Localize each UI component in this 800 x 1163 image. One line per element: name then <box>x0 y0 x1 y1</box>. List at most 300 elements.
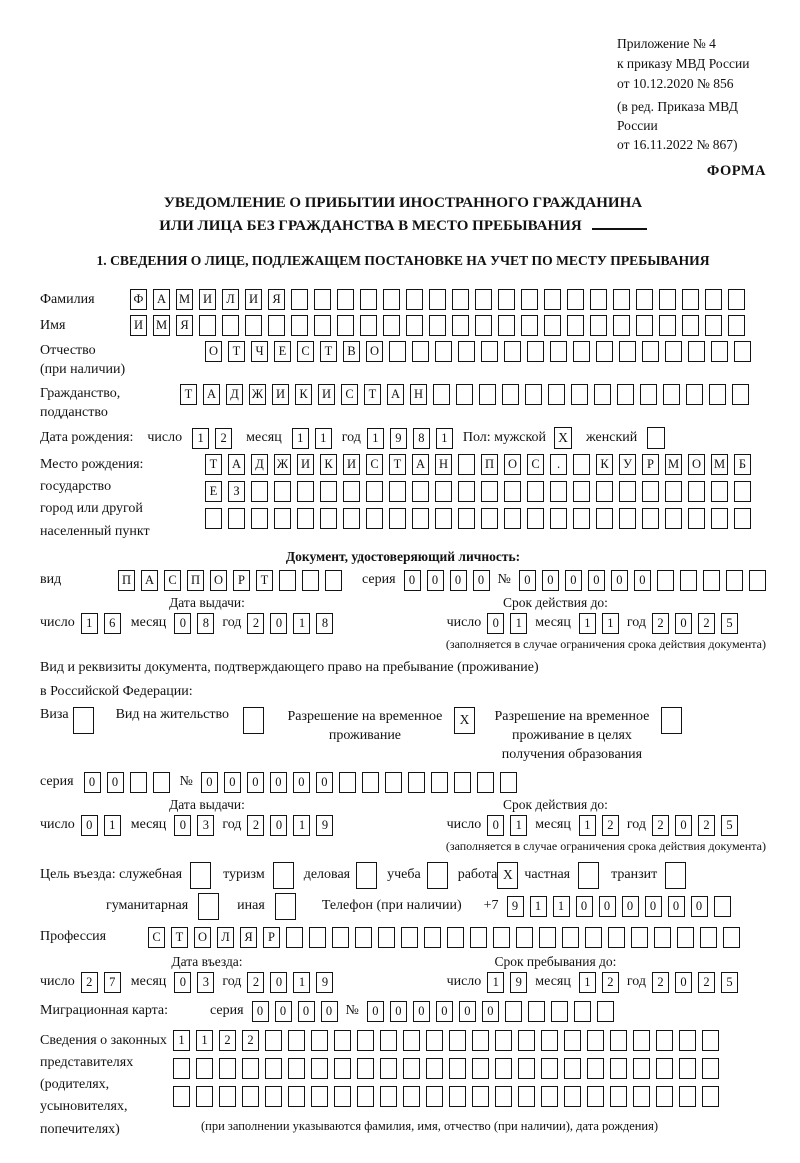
char-cell[interactable]: 0 <box>174 972 191 993</box>
char-cell[interactable]: 0 <box>270 972 287 993</box>
char-cell[interactable] <box>383 289 400 310</box>
char-cell[interactable] <box>527 341 544 362</box>
purpose-ucheba-checkbox[interactable] <box>427 862 448 889</box>
char-cell[interactable] <box>242 1058 259 1079</box>
char-cell[interactable]: 0 <box>675 815 692 836</box>
char-cell[interactable]: 0 <box>436 1001 453 1022</box>
char-cell[interactable]: С <box>366 454 383 475</box>
char-cell[interactable]: Д <box>226 384 243 405</box>
char-cell[interactable] <box>412 508 429 529</box>
char-cell[interactable] <box>302 570 319 591</box>
char-cell[interactable]: Б <box>734 454 751 475</box>
char-cell[interactable]: 0 <box>174 815 191 836</box>
char-cell[interactable] <box>677 927 694 948</box>
char-cell[interactable]: 2 <box>247 972 264 993</box>
char-cell[interactable]: Т <box>228 341 245 362</box>
char-cell[interactable]: 2 <box>652 613 669 634</box>
char-cell[interactable] <box>337 289 354 310</box>
char-cell[interactable] <box>679 1030 696 1051</box>
char-cell[interactable] <box>544 289 561 310</box>
char-cell[interactable]: Т <box>364 384 381 405</box>
char-cell[interactable]: 0 <box>675 613 692 634</box>
char-cell[interactable] <box>452 289 469 310</box>
char-cell[interactable]: Е <box>274 341 291 362</box>
char-cell[interactable] <box>633 1086 650 1107</box>
char-cell[interactable] <box>245 315 262 336</box>
char-cell[interactable]: 0 <box>224 772 241 793</box>
char-cell[interactable] <box>663 384 680 405</box>
char-cell[interactable]: 9 <box>510 972 527 993</box>
char-cell[interactable]: А <box>141 570 158 591</box>
char-cell[interactable]: И <box>343 454 360 475</box>
char-cell[interactable]: О <box>194 927 211 948</box>
char-cell[interactable] <box>449 1086 466 1107</box>
char-cell[interactable] <box>470 927 487 948</box>
char-cell[interactable] <box>702 1086 719 1107</box>
char-cell[interactable]: 0 <box>107 772 124 793</box>
char-cell[interactable]: М <box>665 454 682 475</box>
char-cell[interactable] <box>343 508 360 529</box>
char-cell[interactable] <box>705 289 722 310</box>
char-cell[interactable] <box>357 1030 374 1051</box>
char-cell[interactable] <box>479 384 496 405</box>
char-cell[interactable] <box>619 341 636 362</box>
char-cell[interactable]: Л <box>222 289 239 310</box>
char-cell[interactable]: 9 <box>390 428 407 449</box>
char-cell[interactable]: 0 <box>81 815 98 836</box>
char-cell[interactable]: 9 <box>316 815 333 836</box>
sex-male-checkbox[interactable]: X <box>554 427 572 449</box>
char-cell[interactable]: . <box>550 454 567 475</box>
char-cell[interactable] <box>332 927 349 948</box>
char-cell[interactable] <box>541 1058 558 1079</box>
char-cell[interactable] <box>656 1086 673 1107</box>
char-cell[interactable] <box>528 1001 545 1022</box>
temp-permit-edu-checkbox[interactable] <box>661 707 682 734</box>
char-cell[interactable] <box>679 1086 696 1107</box>
char-cell[interactable]: 0 <box>668 896 685 917</box>
char-cell[interactable]: 3 <box>197 972 214 993</box>
char-cell[interactable] <box>631 927 648 948</box>
char-cell[interactable]: А <box>387 384 404 405</box>
char-cell[interactable] <box>516 927 533 948</box>
char-cell[interactable] <box>495 1058 512 1079</box>
char-cell[interactable] <box>711 481 728 502</box>
char-cell[interactable] <box>567 289 584 310</box>
char-cell[interactable]: 1 <box>436 428 453 449</box>
char-cell[interactable] <box>173 1086 190 1107</box>
char-cell[interactable] <box>389 508 406 529</box>
char-cell[interactable]: 0 <box>459 1001 476 1022</box>
char-cell[interactable]: 1 <box>553 896 570 917</box>
char-cell[interactable]: Р <box>233 570 250 591</box>
char-cell[interactable]: А <box>228 454 245 475</box>
char-cell[interactable] <box>562 927 579 948</box>
char-cell[interactable]: Ч <box>251 341 268 362</box>
char-cell[interactable] <box>339 772 356 793</box>
char-cell[interactable]: 0 <box>270 613 287 634</box>
char-cell[interactable] <box>199 315 216 336</box>
char-cell[interactable] <box>550 508 567 529</box>
char-cell[interactable]: Ж <box>249 384 266 405</box>
char-cell[interactable] <box>573 454 590 475</box>
char-cell[interactable]: О <box>688 454 705 475</box>
char-cell[interactable]: 0 <box>588 570 605 591</box>
char-cell[interactable] <box>357 1086 374 1107</box>
char-cell[interactable] <box>574 1001 591 1022</box>
char-cell[interactable] <box>587 1058 604 1079</box>
purpose-inaya-checkbox[interactable] <box>275 893 296 920</box>
char-cell[interactable] <box>429 289 446 310</box>
char-cell[interactable] <box>406 289 423 310</box>
char-cell[interactable]: Я <box>268 289 285 310</box>
char-cell[interactable] <box>403 1086 420 1107</box>
char-cell[interactable]: Д <box>251 454 268 475</box>
char-cell[interactable]: 2 <box>602 815 619 836</box>
char-cell[interactable] <box>320 481 337 502</box>
char-cell[interactable] <box>334 1086 351 1107</box>
char-cell[interactable]: Н <box>435 454 452 475</box>
char-cell[interactable]: 0 <box>645 896 662 917</box>
char-cell[interactable] <box>688 481 705 502</box>
char-cell[interactable]: П <box>187 570 204 591</box>
char-cell[interactable]: К <box>295 384 312 405</box>
char-cell[interactable] <box>734 341 751 362</box>
char-cell[interactable] <box>594 384 611 405</box>
char-cell[interactable]: 0 <box>473 570 490 591</box>
char-cell[interactable]: 0 <box>634 570 651 591</box>
char-cell[interactable] <box>173 1058 190 1079</box>
char-cell[interactable] <box>636 315 653 336</box>
char-cell[interactable] <box>325 570 342 591</box>
char-cell[interactable] <box>288 1058 305 1079</box>
sex-female-checkbox[interactable] <box>647 427 665 449</box>
char-cell[interactable]: П <box>481 454 498 475</box>
char-cell[interactable]: 2 <box>242 1030 259 1051</box>
char-cell[interactable]: А <box>153 289 170 310</box>
char-cell[interactable] <box>551 1001 568 1022</box>
char-cell[interactable] <box>334 1058 351 1079</box>
char-cell[interactable] <box>640 384 657 405</box>
char-cell[interactable]: 0 <box>427 570 444 591</box>
char-cell[interactable]: 1 <box>196 1030 213 1051</box>
char-cell[interactable] <box>449 1058 466 1079</box>
char-cell[interactable]: С <box>297 341 314 362</box>
char-cell[interactable] <box>610 1030 627 1051</box>
purpose-turizm-checkbox[interactable] <box>273 862 294 889</box>
char-cell[interactable]: К <box>596 454 613 475</box>
char-cell[interactable]: О <box>504 454 521 475</box>
char-cell[interactable]: 1 <box>81 613 98 634</box>
char-cell[interactable]: 1 <box>293 815 310 836</box>
char-cell[interactable]: Р <box>263 927 280 948</box>
purpose-gumanitarnaya-checkbox[interactable] <box>198 893 219 920</box>
char-cell[interactable] <box>130 772 147 793</box>
char-cell[interactable] <box>498 315 515 336</box>
char-cell[interactable] <box>702 1030 719 1051</box>
char-cell[interactable]: Т <box>389 454 406 475</box>
char-cell[interactable]: 8 <box>197 613 214 634</box>
char-cell[interactable] <box>728 289 745 310</box>
char-cell[interactable] <box>458 341 475 362</box>
char-cell[interactable] <box>749 570 766 591</box>
char-cell[interactable]: 1 <box>487 972 504 993</box>
char-cell[interactable]: 0 <box>691 896 708 917</box>
char-cell[interactable] <box>734 481 751 502</box>
char-cell[interactable]: 0 <box>450 570 467 591</box>
char-cell[interactable]: 2 <box>602 972 619 993</box>
char-cell[interactable]: И <box>130 315 147 336</box>
char-cell[interactable] <box>458 508 475 529</box>
char-cell[interactable] <box>734 508 751 529</box>
char-cell[interactable] <box>314 289 331 310</box>
char-cell[interactable]: 1 <box>293 613 310 634</box>
char-cell[interactable] <box>477 772 494 793</box>
char-cell[interactable] <box>665 481 682 502</box>
char-cell[interactable] <box>314 315 331 336</box>
char-cell[interactable]: 2 <box>698 815 715 836</box>
char-cell[interactable] <box>481 341 498 362</box>
char-cell[interactable] <box>539 927 556 948</box>
char-cell[interactable] <box>610 1058 627 1079</box>
char-cell[interactable] <box>656 1058 673 1079</box>
char-cell[interactable] <box>366 481 383 502</box>
char-cell[interactable] <box>656 1030 673 1051</box>
char-cell[interactable]: 0 <box>599 896 616 917</box>
char-cell[interactable] <box>700 927 717 948</box>
char-cell[interactable] <box>573 481 590 502</box>
char-cell[interactable]: 1 <box>367 428 384 449</box>
char-cell[interactable]: Н <box>410 384 427 405</box>
char-cell[interactable]: 0 <box>293 772 310 793</box>
char-cell[interactable] <box>564 1030 581 1051</box>
char-cell[interactable] <box>297 481 314 502</box>
char-cell[interactable] <box>297 508 314 529</box>
char-cell[interactable]: 0 <box>675 972 692 993</box>
char-cell[interactable] <box>688 341 705 362</box>
char-cell[interactable] <box>403 1058 420 1079</box>
char-cell[interactable] <box>564 1058 581 1079</box>
char-cell[interactable] <box>378 927 395 948</box>
char-cell[interactable] <box>337 315 354 336</box>
char-cell[interactable] <box>435 481 452 502</box>
char-cell[interactable] <box>732 384 749 405</box>
char-cell[interactable] <box>458 481 475 502</box>
char-cell[interactable]: 1 <box>293 972 310 993</box>
char-cell[interactable]: С <box>341 384 358 405</box>
temp-permit-checkbox[interactable]: X <box>454 707 475 734</box>
char-cell[interactable]: С <box>148 927 165 948</box>
char-cell[interactable]: 0 <box>201 772 218 793</box>
char-cell[interactable]: Л <box>217 927 234 948</box>
char-cell[interactable]: 0 <box>519 570 536 591</box>
char-cell[interactable] <box>265 1058 282 1079</box>
char-cell[interactable]: 5 <box>721 972 738 993</box>
char-cell[interactable] <box>495 1086 512 1107</box>
char-cell[interactable] <box>728 315 745 336</box>
char-cell[interactable] <box>642 508 659 529</box>
char-cell[interactable]: 2 <box>698 613 715 634</box>
char-cell[interactable] <box>449 1030 466 1051</box>
char-cell[interactable] <box>366 508 383 529</box>
char-cell[interactable] <box>274 508 291 529</box>
char-cell[interactable] <box>291 289 308 310</box>
char-cell[interactable] <box>311 1030 328 1051</box>
char-cell[interactable] <box>521 289 538 310</box>
char-cell[interactable] <box>251 508 268 529</box>
char-cell[interactable]: Р <box>642 454 659 475</box>
char-cell[interactable] <box>153 772 170 793</box>
purpose-rabota-checkbox[interactable]: X <box>497 862 518 889</box>
char-cell[interactable] <box>355 927 372 948</box>
char-cell[interactable] <box>659 315 676 336</box>
char-cell[interactable]: 0 <box>482 1001 499 1022</box>
char-cell[interactable]: 0 <box>275 1001 292 1022</box>
char-cell[interactable]: 1 <box>579 815 596 836</box>
char-cell[interactable] <box>286 927 303 948</box>
char-cell[interactable] <box>665 508 682 529</box>
char-cell[interactable] <box>320 508 337 529</box>
char-cell[interactable] <box>657 570 674 591</box>
char-cell[interactable] <box>288 1086 305 1107</box>
char-cell[interactable] <box>383 315 400 336</box>
purpose-delovaya-checkbox[interactable] <box>356 862 377 889</box>
char-cell[interactable]: 2 <box>652 815 669 836</box>
char-cell[interactable] <box>268 315 285 336</box>
char-cell[interactable] <box>518 1030 535 1051</box>
char-cell[interactable] <box>279 570 296 591</box>
char-cell[interactable] <box>659 289 676 310</box>
char-cell[interactable] <box>633 1058 650 1079</box>
char-cell[interactable] <box>472 1086 489 1107</box>
char-cell[interactable] <box>412 341 429 362</box>
char-cell[interactable] <box>311 1086 328 1107</box>
char-cell[interactable] <box>709 384 726 405</box>
char-cell[interactable] <box>360 315 377 336</box>
char-cell[interactable] <box>357 1058 374 1079</box>
char-cell[interactable] <box>711 341 728 362</box>
char-cell[interactable]: 1 <box>602 613 619 634</box>
char-cell[interactable] <box>541 1030 558 1051</box>
char-cell[interactable]: 0 <box>413 1001 430 1022</box>
purpose-sluzhebnaya-checkbox[interactable] <box>190 862 211 889</box>
char-cell[interactable] <box>527 508 544 529</box>
char-cell[interactable]: 0 <box>270 772 287 793</box>
char-cell[interactable] <box>654 927 671 948</box>
residence-permit-checkbox[interactable] <box>243 707 264 734</box>
char-cell[interactable] <box>389 341 406 362</box>
char-cell[interactable] <box>680 570 697 591</box>
char-cell[interactable]: 1 <box>173 1030 190 1051</box>
char-cell[interactable] <box>475 289 492 310</box>
char-cell[interactable] <box>613 289 630 310</box>
char-cell[interactable]: 1 <box>510 613 527 634</box>
purpose-chastnaya-checkbox[interactable] <box>578 862 599 889</box>
char-cell[interactable] <box>447 927 464 948</box>
char-cell[interactable]: 1 <box>579 613 596 634</box>
char-cell[interactable]: 2 <box>81 972 98 993</box>
char-cell[interactable]: 0 <box>611 570 628 591</box>
char-cell[interactable]: 0 <box>316 772 333 793</box>
char-cell[interactable] <box>726 570 743 591</box>
char-cell[interactable]: И <box>199 289 216 310</box>
char-cell[interactable]: 0 <box>298 1001 315 1022</box>
char-cell[interactable] <box>452 315 469 336</box>
char-cell[interactable]: 9 <box>316 972 333 993</box>
char-cell[interactable]: А <box>412 454 429 475</box>
char-cell[interactable] <box>219 1058 236 1079</box>
char-cell[interactable] <box>504 508 521 529</box>
char-cell[interactable] <box>686 384 703 405</box>
char-cell[interactable] <box>456 384 473 405</box>
char-cell[interactable] <box>435 508 452 529</box>
char-cell[interactable] <box>597 1001 614 1022</box>
char-cell[interactable] <box>525 384 542 405</box>
char-cell[interactable]: О <box>205 341 222 362</box>
char-cell[interactable]: 0 <box>390 1001 407 1022</box>
char-cell[interactable] <box>617 384 634 405</box>
char-cell[interactable] <box>389 481 406 502</box>
char-cell[interactable] <box>504 341 521 362</box>
char-cell[interactable] <box>619 481 636 502</box>
char-cell[interactable] <box>548 384 565 405</box>
char-cell[interactable] <box>596 508 613 529</box>
char-cell[interactable]: 8 <box>316 613 333 634</box>
char-cell[interactable] <box>714 896 731 917</box>
char-cell[interactable] <box>504 481 521 502</box>
char-cell[interactable] <box>380 1058 397 1079</box>
char-cell[interactable] <box>274 481 291 502</box>
char-cell[interactable] <box>590 289 607 310</box>
char-cell[interactable] <box>311 1058 328 1079</box>
char-cell[interactable] <box>521 315 538 336</box>
char-cell[interactable]: 1 <box>192 428 209 449</box>
char-cell[interactable]: 0 <box>247 772 264 793</box>
char-cell[interactable]: А <box>203 384 220 405</box>
char-cell[interactable]: М <box>153 315 170 336</box>
char-cell[interactable] <box>472 1058 489 1079</box>
char-cell[interactable] <box>458 454 475 475</box>
char-cell[interactable] <box>454 772 471 793</box>
char-cell[interactable]: 1 <box>530 896 547 917</box>
char-cell[interactable]: 1 <box>315 428 332 449</box>
char-cell[interactable] <box>362 772 379 793</box>
char-cell[interactable] <box>242 1086 259 1107</box>
char-cell[interactable] <box>665 341 682 362</box>
purpose-tranzit-checkbox[interactable] <box>665 862 686 889</box>
char-cell[interactable] <box>481 481 498 502</box>
char-cell[interactable] <box>288 1030 305 1051</box>
char-cell[interactable] <box>550 481 567 502</box>
char-cell[interactable] <box>408 772 425 793</box>
char-cell[interactable]: 0 <box>252 1001 269 1022</box>
char-cell[interactable]: 0 <box>622 896 639 917</box>
char-cell[interactable] <box>426 1086 443 1107</box>
char-cell[interactable] <box>472 1030 489 1051</box>
char-cell[interactable] <box>251 481 268 502</box>
char-cell[interactable]: 0 <box>565 570 582 591</box>
char-cell[interactable] <box>682 289 699 310</box>
char-cell[interactable] <box>587 1086 604 1107</box>
char-cell[interactable] <box>527 481 544 502</box>
char-cell[interactable] <box>431 772 448 793</box>
char-cell[interactable] <box>426 1030 443 1051</box>
char-cell[interactable] <box>265 1030 282 1051</box>
char-cell[interactable] <box>222 315 239 336</box>
char-cell[interactable]: М <box>176 289 193 310</box>
char-cell[interactable]: С <box>164 570 181 591</box>
char-cell[interactable] <box>544 315 561 336</box>
